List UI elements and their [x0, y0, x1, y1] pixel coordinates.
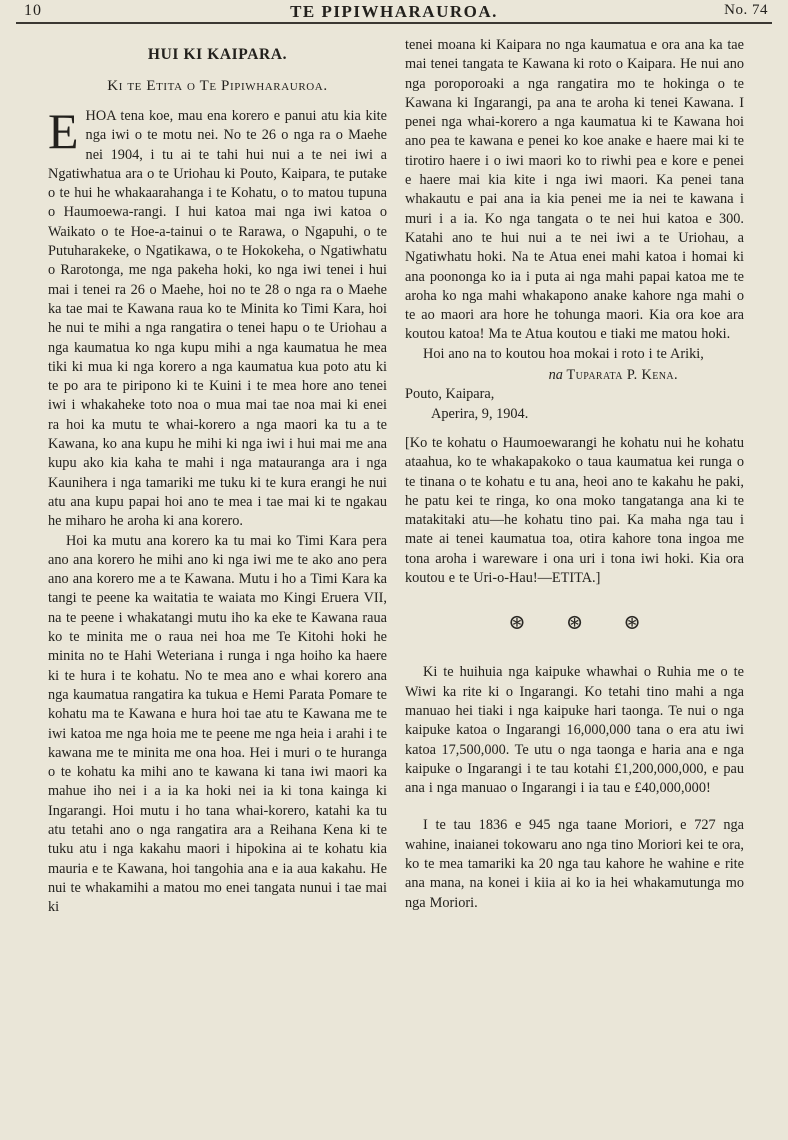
drop-cap: E — [48, 103, 79, 159]
signature-line — [405, 366, 744, 385]
article-salutation: Ki te Etita o Te Pipiwharauroa. — [107, 78, 328, 94]
closing-line: Hoi ano na to koutou hoa mokai i roto i te Ariki, — [423, 345, 704, 362]
flower-ornament-icon: ⊛ — [508, 610, 526, 635]
article-paragraph: Hoi ka mutu ana korero ka tu mai ko Timi Kara pera ano ana korero he mihi ano ki nga iwi me te ako ano pera ano ana korero me a te Kawana. Mutu i ho a Timi Kara ka tangi te peene ka waitatia te waiata mo Kingi Eruera VII, na te peene i whakatangi mutu iho ka eke te Kawana raua ko te minita me o raua nei hoa me Te Kitohi hoki he minita no te Hahi Weteriana i runga i nga hoiho ka haere ki te hura i te kohatu. No te mea ano e whai korero ana nga kaumatua rangatira ka tukua e Hemi Parata Pomare te kohatu ma te Kawana e hura hoi tae atu te Kawana me te iwi katoa me nga hoia me te peene me nga heia i arahi i te kawana me te minita me ona hoa. Hei i muri o te huranga o te kohatu ka mihi ano te kawana ki tana iwi maori ka mahue iho nei i a ia ka hoki nei ia ki tona kainga ki Ingarangi. Hoi mutu i ho tana whai-korero, katahi ka tu atu tetahi ano o nga rangatira ara a Reihana Kena ki te tuku atu i nga kakahu maori i hipokina ai te kohatu kia mauria e te Kawana, hoi tangohia ana e ia aua kakahu. He nui te whakamihi a matou mo enei tangata nunui i tae mai ki — [48, 532, 387, 916]
two-column-body — [16, 24, 772, 917]
news-paragraph: I te tau 1836 e 945 nga taane Moriori, e 727 nga wahine, inaianei tokowaru ano nga tino Moriori kei te ora, ko te mea tamariki ka 20 nga tau kahore he wahine e rite ana mana, na konei i kiia ai ko ia hei whakamutunga mo nga Moriori. — [405, 817, 744, 911]
article-paragraph — [48, 103, 387, 532]
section-divider — [405, 610, 744, 635]
masthead-title: TE PIPIWHARAUROA. — [290, 2, 498, 21]
news-paragraph: Ki te huihuia nga kaipuke whawhai o Ruhia me o te Wiwi ka rite ki o Ingarangi. Ko tetahi tino mahi a nga manuao hei tiaki i nga kaipuke hari taonga. Te nui o nga kaipuke katoa o Ingarangi 16,000,000 tana o era atu iwi katoa 17,500,000. Te utu o nga taonga e haria ana e nga kaipuke o Ingarangi i te tau kotahi £1,200,000,000, e pau ana i nga manuao o Ingarangi i ia tau e £40,000,000! — [405, 664, 744, 797]
article-heading: HUI KI KAIPARA. — [147, 46, 288, 63]
paragraph-text: HOA tena koe, mau ena korero e panui atu kia kite nga iwi o te motu nei. No te 26 o nga ra o Maehe nei 1904, i tu ai te tahi hui nui a te nei iwi a Ngatiwhatua ara o te Uriohau ki Pouto, Kaipara, te putake o te hui he whakaarahanga i te Kohatu, o to matou tupuna o Haumoewa-rangi. I hui katoa mai nga iwi katoa o Waikato o te Hoe-a-tainui o te Rarawa, o Ngapuhi, o te Putuharakeke, o Ngatikawa, o te Hokokeha, o Ngatiwhatu o Rarotonga, me nga pakeha hoki, ko nga iwi tenei i hui mai i tenei ra 26 o Maehe, hoi no te 28 o nga ra o Maehe ka tae mai te Kawana raua ko te Minita ko Timi Kara, hoi he nui te mihi a nga rangatira o tenei hapu o te Uriohau a nga kaumatua ko nga kupu mihi a nga kaumatua he mea tiki ki mua ki nga korero a nga kaumatua kua poto atu ki te po ara te piripono ki te Kuini i te mea hore ano tenei iwi i whakaheke toto noa o mua mai tae noa mai ki enei ra hoi ka mutu te whai-korero a nga maori ka tu a te Kawana, ko ana kupu he mihi ki nga iwi i hui mai me ana kupu ako kia kaha te mahi i nga matauranga ara i nga Kaunihera i nga tamariki me tuku ki te kura erangi he nui atu ana kupu papai hoi ano te mea i tae mai ki te ngakau he miharo he aroha ki ana korero. — [48, 108, 387, 530]
signature-name: Tuparata P. Kena. — [566, 367, 678, 384]
right-column — [405, 36, 744, 917]
place-line: Pouto, Kaipara, — [405, 386, 495, 403]
page-number: 10 — [24, 2, 42, 19]
left-column — [48, 36, 387, 917]
flower-ornament-icon: ⊛ — [565, 610, 584, 635]
date-line: Aperira, 9, 1904. — [431, 405, 529, 422]
page-header — [16, 2, 772, 24]
issue-number: No. 74 — [724, 2, 768, 18]
flower-ornament-icon: ⊛ — [623, 610, 641, 635]
article-paragraph: tenei moana ki Kaipara no nga kaumatua e ora ana ka tae mai tenei tangata te Kawana ki roto o Kaipara. He nui ano nga poroporoaki a nga rangatira mo te hokinga o te Kawana ki Ingarangi, pa ana te aroha ki tenei Kawana. I penei nga whai-korero a nga kaumatua ki te Kawana hoi ano pea te kawana e penei ko koe anake e haere mai ki te tirotiro haere i o iwi maori ko to riwhi pea e kore e penei e haere mai kia kite i nga iwi maori. Ka penei tana whakautu e pai ana ia kia penei me ia nei te kawana i muri i a ia. Ko nga tangata o te nei hui katoa e 300. Katahi ano te hui nui a te nei iwi a te Uriohau, a Ngatiwhatu hoki. Na te Atua enei mahi katoa i homai ki ana poononga ko ia i puta ai nga mahi papai katoa me te aroha ko nga mahi whakapono anake kahore nga mahi o te ao maori ara hore he tohunga maori. Kia ora koe ara koutou katoa! Ma te Atua koutou e tiaki me matou hoki. — [405, 37, 744, 343]
signature-prefix: na — [548, 367, 563, 384]
editor-note: [Ko te kohatu o Haumoewarangi he kohatu nui he kohatu ataahua, ko te whakapakoko o taua kaumatua kei runga o te tinana o te kohatu e tu ana, heoi ano te kakahu he paki, he patu kei te ringa, ko ona moko tangatanga ana ki te matakitaki atu—he kohatu tino pai. Ka maha nga tau i mate ai tenei kaumatua toa, otira kahore tona ingoa me tona aroha i wareware i ona uri i tona iwi hoki. Kia ora koutou e te Uri-o-Hau!—ETITA.] — [405, 434, 744, 587]
